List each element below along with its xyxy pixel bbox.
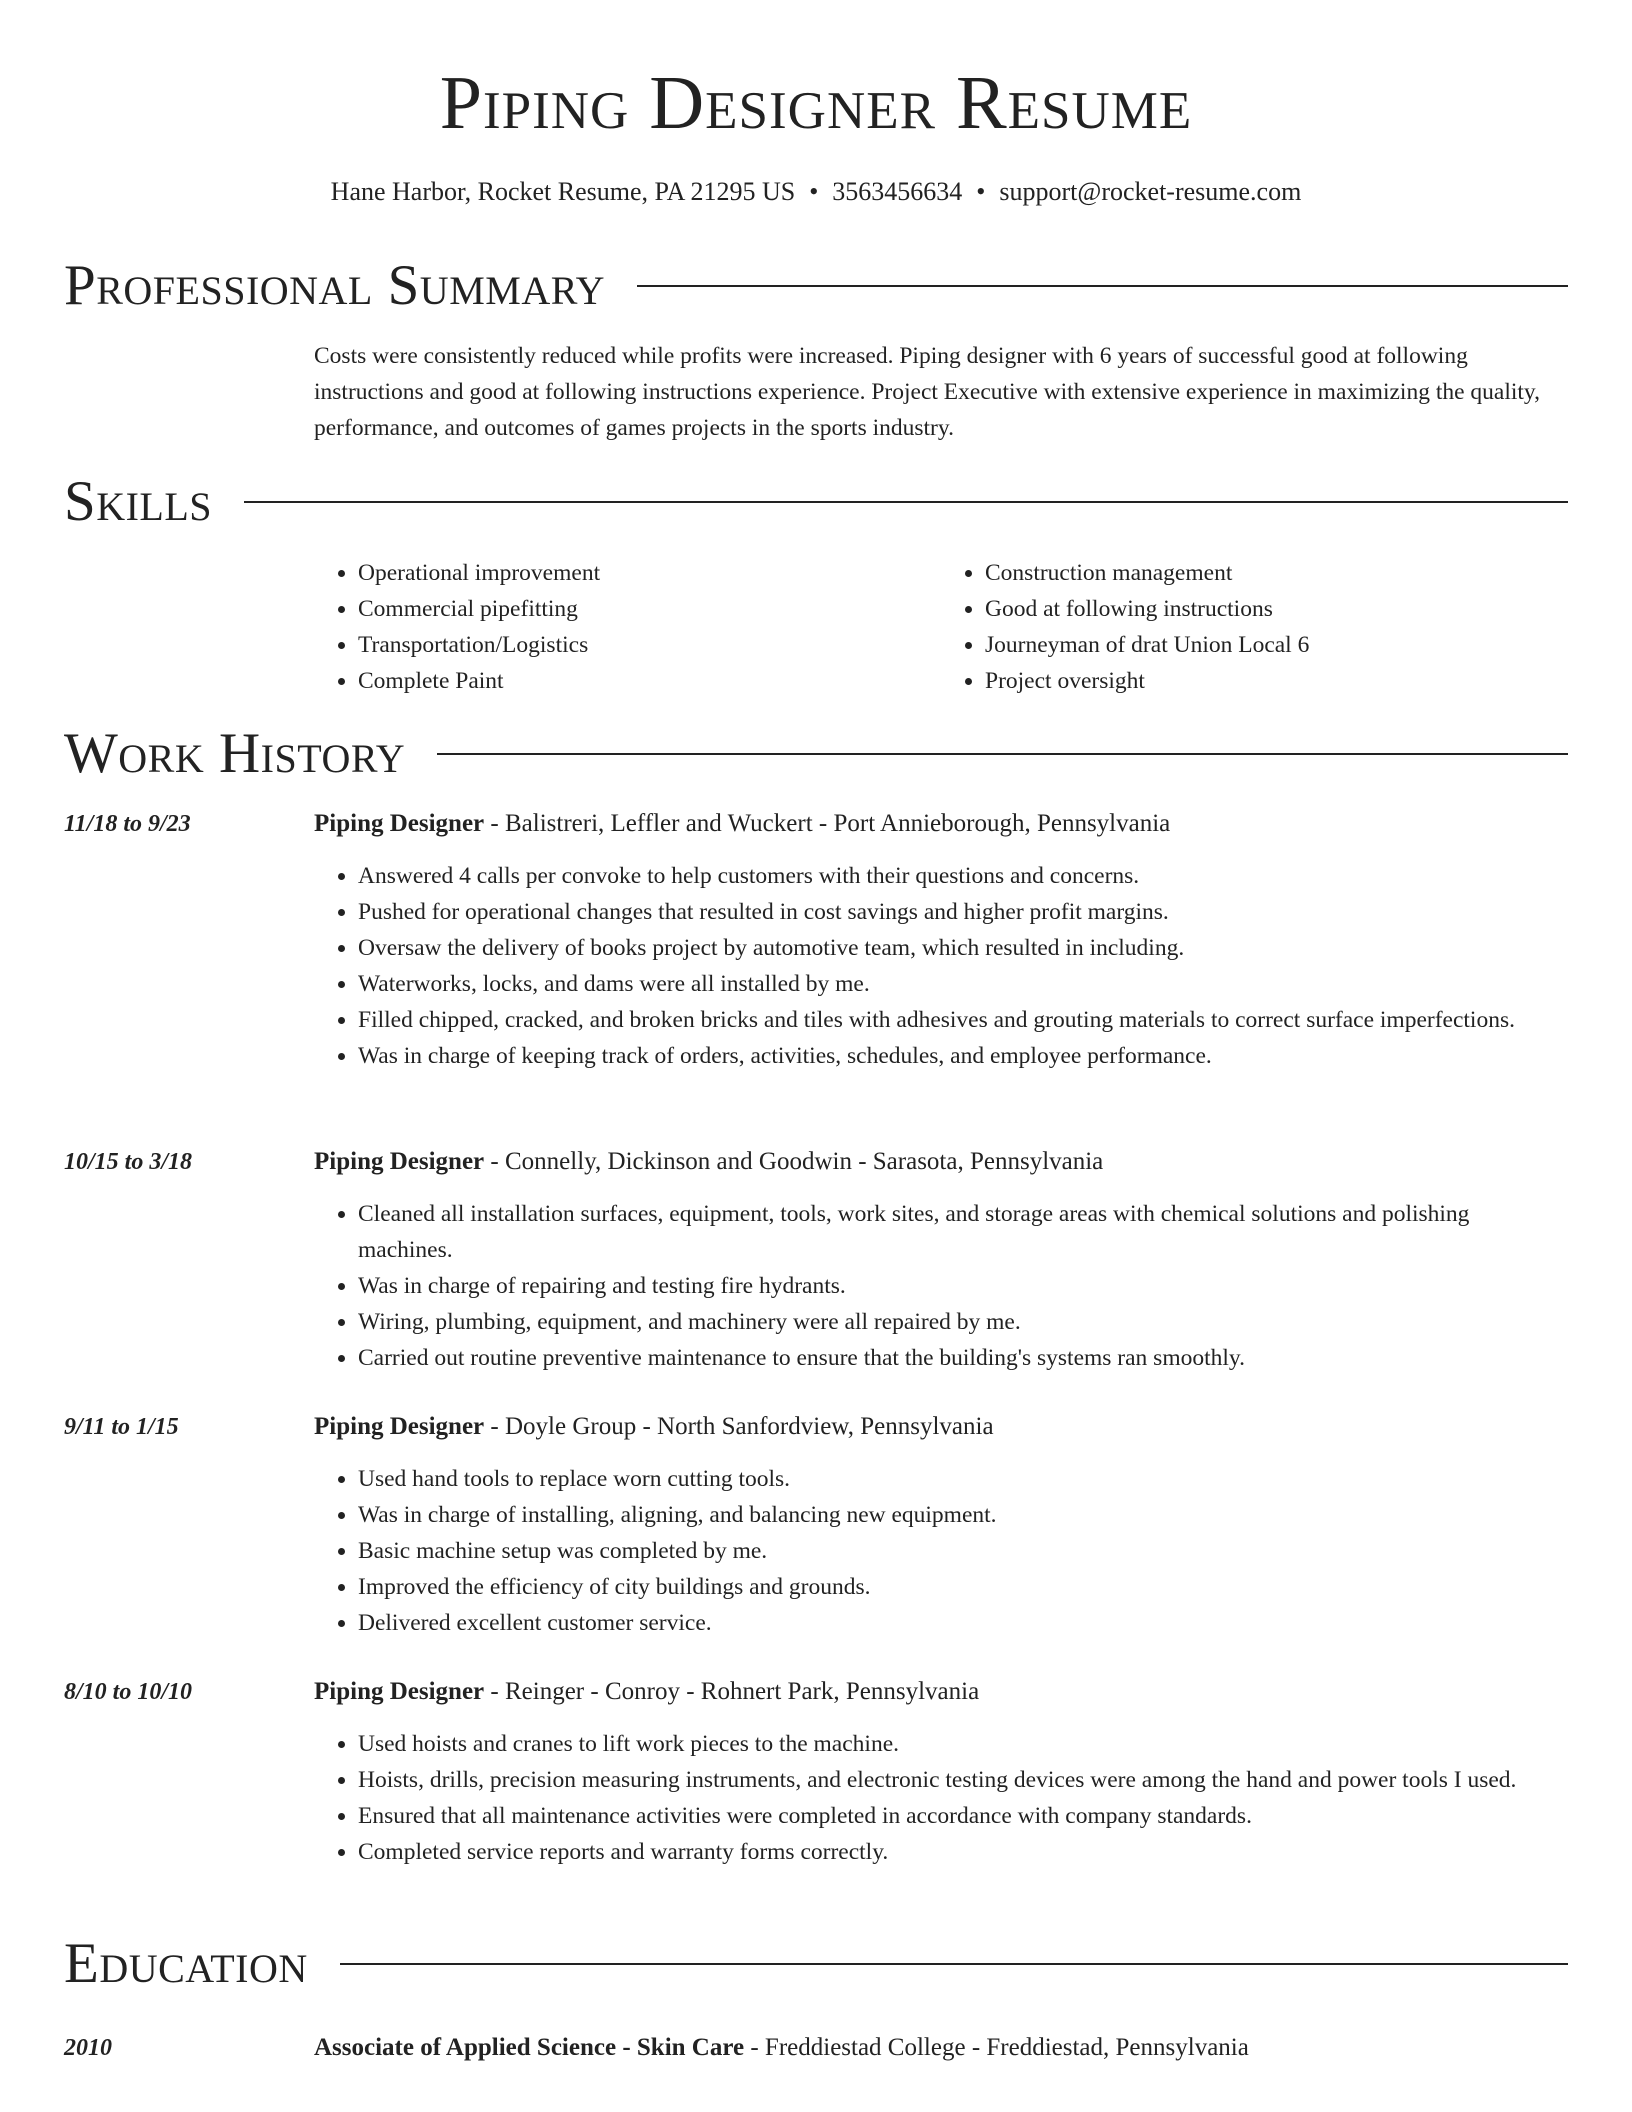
job-bullets	[314, 1196, 1568, 1376]
section-divider	[637, 285, 1568, 287]
job-bullet: • Cleaned all installation surfaces, equipment, tools, work sites, and storage areas with chemical solutions and polishing machines.	[358, 1196, 1568, 1268]
contact-address: Hane Harbor, Rocket Resume, PA 21295 US	[330, 177, 796, 206]
job-bullet: • Improved the efficiency of city buildings and grounds.	[358, 1569, 1568, 1605]
contact-separator: •	[976, 177, 986, 206]
work-heading: Work History	[64, 722, 406, 785]
job-bullet: • Was in charge of installing, aligning, and balancing new equipment.	[358, 1497, 1568, 1533]
education-heading: Education	[64, 1932, 308, 1995]
skills-column-right	[941, 555, 1568, 699]
job-dates: 8/10 to 10/10	[64, 1679, 193, 1705]
skills-list	[314, 555, 1568, 699]
contact-email[interactable]: support@rocket-resume.com	[999, 177, 1302, 206]
skills-column-left	[314, 555, 941, 699]
job-bullet: • Oversaw the delivery of books project by automotive team, which resulted in including.	[358, 930, 1568, 966]
page-title: Piping Designer Resume	[439, 61, 1193, 145]
job-dates: 11/18 to 9/23	[64, 811, 191, 837]
education-year: 2010	[64, 2035, 112, 2061]
job-heading	[314, 806, 1568, 842]
job-bullet: • Used hand tools to replace worn cutting tools.	[358, 1461, 1568, 1497]
job-details: - Doyle Group - North Sanfordview, Pennsylvania	[484, 1413, 994, 1440]
job-details: - Reinger - Conroy - Rohnert Park, Pennsylvania	[484, 1678, 980, 1705]
summary-section-header	[64, 254, 1568, 318]
job-title: Piping Designer	[314, 810, 485, 837]
job-bullet: • Basic machine setup was completed by me.	[358, 1533, 1568, 1569]
job-dates: 10/15 to 3/18	[64, 1149, 193, 1175]
job-bullet: • Filled chipped, cracked, and broken bricks and tiles with adhesives and grouting materials to correct surface imperfections.	[358, 1002, 1568, 1038]
education-details: - Freddiestad College - Freddiestad, Pennsylvania	[744, 2034, 1249, 2061]
job-title: Piping Designer	[314, 1678, 485, 1705]
job-bullet: • Waterworks, locks, and dams were all installed by me.	[358, 966, 1568, 1002]
skill-item: • Good at following instructions	[985, 591, 1568, 627]
section-divider	[340, 1963, 1568, 1965]
summary-heading: Professional Summary	[64, 254, 606, 317]
job-bullets	[314, 1726, 1568, 1870]
job-bullet: • Answered 4 calls per convoke to help customers with their questions and concerns.	[358, 858, 1568, 894]
education-section-header	[64, 1932, 1568, 1996]
contact-line	[0, 174, 1632, 210]
job-bullet: • Pushed for operational changes that resulted in cost savings and higher profit margins.	[358, 894, 1568, 930]
job-dates: 9/11 to 1/15	[64, 1414, 179, 1440]
job-bullets	[314, 858, 1568, 1074]
skill-item: • Complete Paint	[358, 663, 941, 699]
job-bullet: • Was in charge of repairing and testing fire hydrants.	[358, 1268, 1568, 1304]
job-heading	[314, 1409, 1568, 1445]
job-bullet: • Ensured that all maintenance activities were completed in accordance with company standards.	[358, 1798, 1568, 1834]
job-bullet: • Used hoists and cranes to lift work pieces to the machine.	[358, 1726, 1568, 1762]
skill-item: • Commercial pipefitting	[358, 591, 941, 627]
job-bullet: • Completed service reports and warranty forms correctly.	[358, 1834, 1568, 1870]
work-section-header	[64, 722, 1568, 786]
job-bullet: • Wiring, plumbing, equipment, and machinery were all repaired by me.	[358, 1304, 1568, 1340]
job-bullets	[314, 1461, 1568, 1641]
section-divider	[437, 753, 1568, 755]
job-bullet: • Was in charge of keeping track of orders, activities, schedules, and employee performance.	[358, 1038, 1568, 1074]
skills-heading: Skills	[64, 470, 213, 533]
skill-item: • Operational improvement	[358, 555, 941, 591]
job-bullet: • Carried out routine preventive maintenance to ensure that the building's systems ran smoothly.	[358, 1340, 1568, 1376]
skill-item: • Project oversight	[985, 663, 1568, 699]
job-title: Piping Designer	[314, 1413, 485, 1440]
education-heading-line	[314, 2030, 1568, 2066]
job-title: Piping Designer	[314, 1148, 485, 1175]
contact-separator: •	[809, 177, 819, 206]
job-bullet: • Hoists, drills, precision measuring instruments, and electronic testing devices were among the hand and power tools I used.	[358, 1762, 1568, 1798]
section-divider	[244, 501, 1568, 503]
summary-text: Costs were consistently reduced while profits were increased. Piping designer with 6 years of successful good at following instructions and good at following instructions experience. Project Executive with extensive experience in maximizing the quality, performance, and outcomes of games projects in the sports industry.	[314, 343, 1541, 441]
job-heading	[314, 1674, 1568, 1710]
job-details: - Connelly, Dickinson and Goodwin - Sarasota, Pennsylvania	[484, 1148, 1104, 1175]
skill-item: • Transportation/Logistics	[358, 627, 941, 663]
contact-phone: 3563456634	[832, 177, 963, 206]
job-details: - Balistreri, Leffler and Wuckert - Port Annieborough, Pennsylvania	[484, 810, 1171, 837]
job-bullet: • Delivered excellent customer service.	[358, 1605, 1568, 1641]
education-degree: Associate of Applied Science - Skin Care	[314, 2034, 745, 2061]
job-heading	[314, 1144, 1568, 1180]
skills-section-header	[64, 470, 1568, 534]
skill-item: • Construction management	[985, 555, 1568, 591]
skill-item: • Journeyman of drat Union Local 6	[985, 627, 1568, 663]
